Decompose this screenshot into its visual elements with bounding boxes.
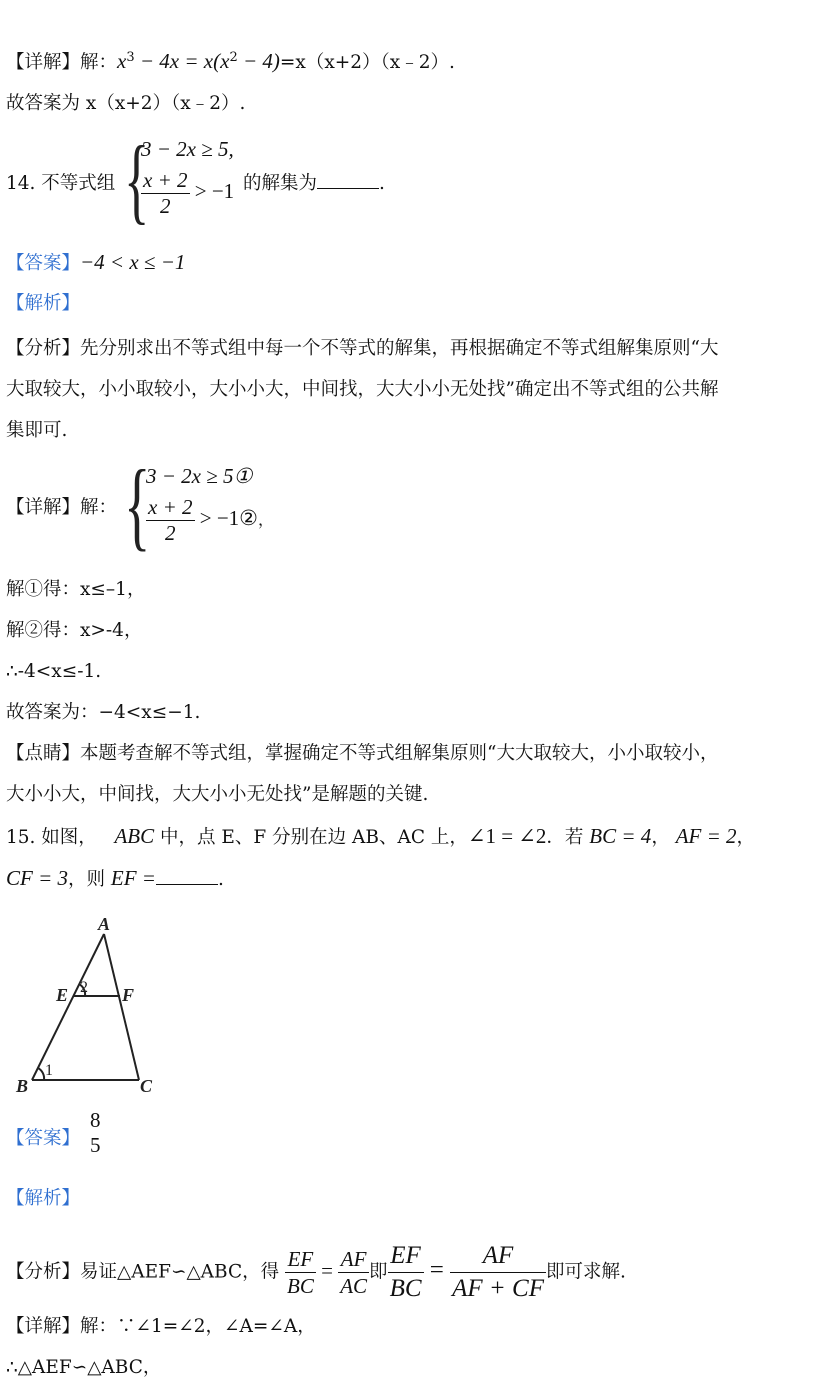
brace: {	[124, 126, 150, 233]
analysis-line-3: 集即可.	[6, 420, 68, 441]
detail-label: 【详解】解：	[6, 497, 118, 518]
comment-line-2: 大小小大，中间找，大大小小无处找”是解题的关键.	[6, 784, 429, 805]
step-2: 解②得：x>-4，	[6, 620, 143, 641]
side-ab	[32, 934, 104, 1080]
answer-blank	[317, 170, 379, 189]
angle-2-label: 2	[80, 979, 88, 996]
analysis-tag: 【解析】	[6, 1188, 81, 1209]
step-3: ∴-4<x≤-1.	[6, 661, 102, 682]
label-f: F	[122, 985, 135, 1005]
analysis-tag: 【解析】	[6, 293, 81, 314]
inequality-2: $\frac{x + 2}{2}$ > −1②，	[148, 495, 275, 545]
step-4: 故答案为：−4<x≤−1.	[6, 702, 201, 723]
answer-value: −4 < x ≤ −1	[80, 250, 186, 274]
fraction-ef-bc: $\frac{EF}{BC}$	[287, 1247, 314, 1298]
step-1: 解①得：x≤–1，	[6, 579, 146, 600]
answer-blank	[156, 866, 218, 885]
detail-system	[146, 461, 274, 546]
answer-fraction: 8 5	[90, 1108, 101, 1157]
fraction-ef-bc-large: $\frac{EF}{BC}$	[388, 1240, 424, 1305]
math-exp: 2	[229, 50, 238, 65]
analysis-line-1: 【分析】先分别求出不等式组中每一个不等式的解集，再根据确定不等式组解集原则“大	[6, 338, 719, 359]
q15-answer	[6, 1125, 80, 1153]
solution-prefix: 解：	[80, 52, 118, 74]
label-c: C	[140, 1076, 153, 1096]
comment-line-1: 【点睛】本题考查解不等式组，掌握确定不等式组解集原则“大大取较大，小小取较小，	[6, 743, 719, 764]
fraction: $\frac{x + 2}{2}$	[143, 168, 188, 218]
triangle-figure	[0, 910, 180, 1100]
side-ac	[104, 934, 139, 1080]
fraction-af-sum: $\frac{AF}{AF + CF}$	[450, 1240, 546, 1305]
q15-analysis: 【分析】易证△AEF∽△ABC，得 $\frac{EF}{BC}$ = $\frac{AF}{AC}$ 即 $\frac{EF}{BC}$ = $\frac{AF}{AF + CF}$ 即可求解.	[6, 1240, 626, 1305]
q15-line-2: CF = 3，则 EF = .	[6, 866, 224, 890]
answer-line: 故答案为 x（x+2）（x﹣2）.	[6, 93, 246, 114]
q14-label: 14. 不等式组	[6, 173, 116, 194]
fraction-af-ac: $\frac{AF}{AC}$	[340, 1247, 368, 1298]
detail-tag: 【详解】	[6, 52, 81, 74]
label-a: A	[98, 914, 111, 934]
math-x: x	[117, 49, 127, 74]
math-expr: − 4x = x(x	[134, 49, 230, 74]
q14-answer	[6, 248, 185, 278]
inequality-2: $\frac{x + 2}{2}$ > −1	[143, 168, 235, 218]
angle-1-arc	[38, 1068, 44, 1080]
answer-tag: 【答案】	[6, 253, 81, 274]
math-expr: − 4)	[237, 49, 280, 74]
q14-system	[141, 134, 234, 219]
inequality-1: 3 − 2x ≥ 5①	[146, 464, 253, 488]
analysis-line-2: 大取较大，小小取较小，大小小大，中间找，大大小小无处找”确定出不等式组的公共解	[6, 379, 719, 400]
factor-result: =x（x+2）（x﹣2）.	[279, 52, 455, 74]
fraction: $\frac{x + 2}{2}$	[148, 495, 193, 545]
angle-1-label: 1	[45, 1062, 53, 1079]
solution-line-factor	[6, 44, 455, 77]
q15-line-1: 15. 如图， ABC 中，点 E、F 分别在边 AB、AC 上，∠1 = ∠2．若 BC = 4， AF = 2，	[6, 824, 756, 848]
q15-similar: ∴△AEF∽△ABC，	[6, 1357, 162, 1378]
label-b: B	[16, 1076, 29, 1096]
q15-detail: 【详解】解：∵∠1=∠2，∠A=∠A，	[6, 1316, 316, 1337]
brace: {	[124, 449, 151, 560]
answer-tag: 【答案】	[6, 1128, 81, 1149]
label-e: E	[56, 985, 69, 1005]
q14-tail: 的解集为 .	[243, 170, 385, 198]
inequality-1: 3 − 2x ≥ 5,	[141, 137, 234, 161]
math-exp: 3	[126, 50, 135, 65]
